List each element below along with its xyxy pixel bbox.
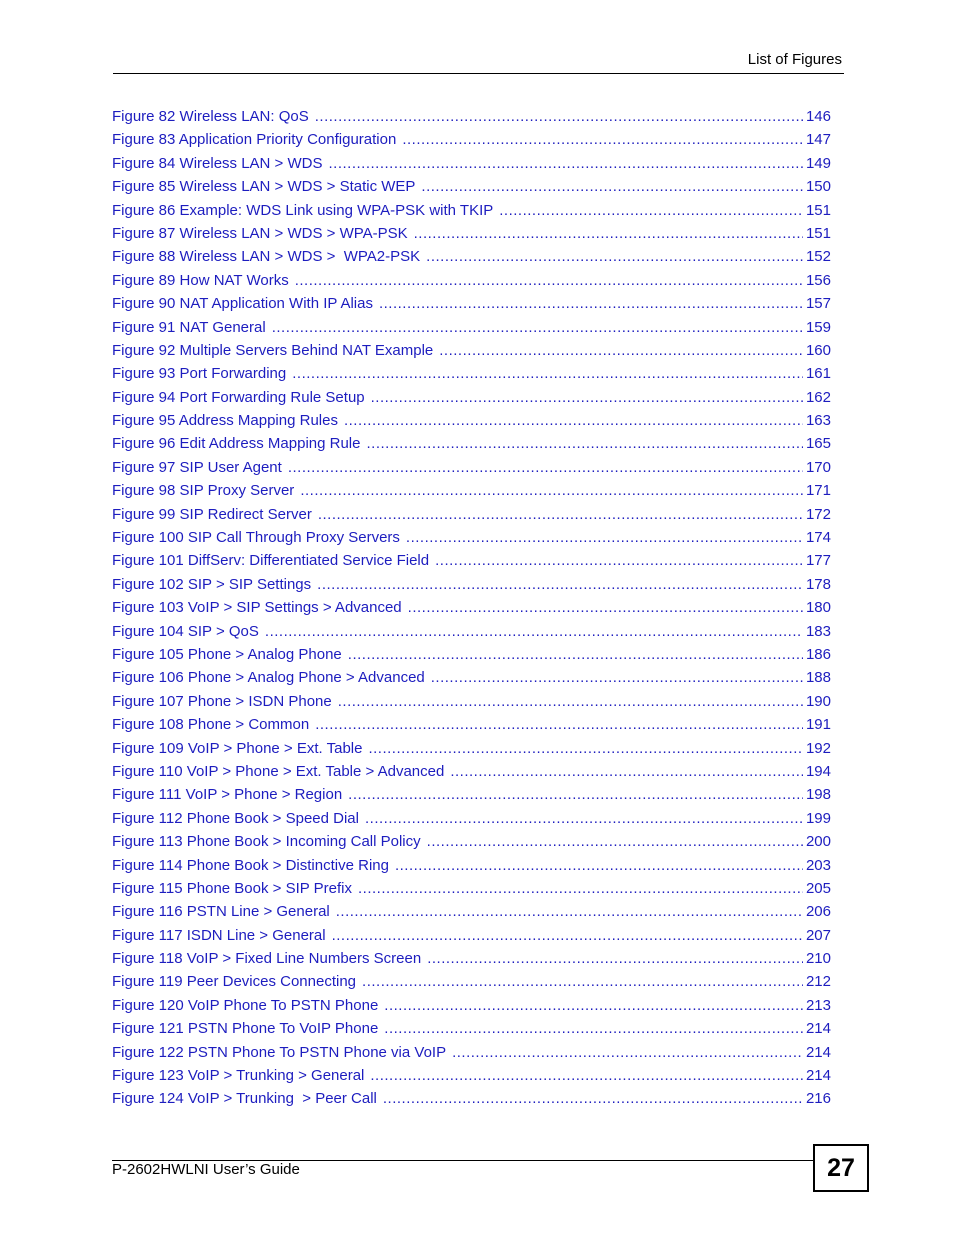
toc-entry-link[interactable] (112, 479, 831, 502)
toc-entry-title: Figure 112 Phone Book > Speed Dial (112, 809, 359, 827)
dot-leader (431, 666, 803, 689)
toc-entry-title: Figure 119 Peer Devices Connecting (112, 973, 357, 991)
toc-entry-page: 151 (805, 201, 831, 219)
dot-leader (408, 596, 803, 619)
toc-entry-title: Figure 98 SIP Proxy Server (112, 482, 295, 500)
toc-entry-page: 171 (805, 482, 831, 500)
toc-entry-title: Figure 115 Phone Book > SIP Prefix (112, 879, 353, 897)
toc-entry-page: 151 (805, 224, 831, 242)
toc-entry-link[interactable] (112, 222, 831, 245)
dot-leader (288, 456, 803, 479)
toc-entry-page: 183 (805, 622, 831, 640)
dot-leader (406, 526, 803, 549)
toc-entry-page: 216 (805, 1090, 831, 1108)
toc-entry-page: 203 (805, 856, 831, 874)
dot-leader (317, 573, 803, 596)
toc-entry-link[interactable] (112, 362, 831, 385)
header-divider (113, 73, 844, 74)
toc-entry-title: Figure 121 PSTN Phone To VoIP Phone (112, 1020, 379, 1038)
dot-leader (315, 713, 803, 736)
toc-entry-page: 180 (805, 599, 831, 617)
toc-entry-page: 213 (805, 996, 831, 1014)
dot-leader (358, 877, 803, 900)
toc-entry-page: 172 (805, 505, 831, 523)
toc-entry-link[interactable] (112, 175, 831, 198)
toc-entry-page: 162 (805, 388, 831, 406)
toc-entry-link[interactable] (112, 854, 831, 877)
toc-entry-link[interactable] (112, 1087, 831, 1110)
toc-entry-page: 146 (805, 108, 831, 125)
dot-leader (435, 549, 803, 572)
dot-leader (426, 245, 803, 268)
toc-entry-link[interactable] (112, 620, 831, 643)
toc-entry-title: Figure 114 Phone Book > Distinctive Ring (112, 856, 389, 874)
toc-entry-title: Figure 111 VoIP > Phone > Region (112, 786, 343, 804)
toc-entry-page: 152 (805, 248, 831, 266)
dot-leader (332, 924, 803, 947)
toc-entry-page: 212 (805, 973, 831, 991)
toc-entry-link[interactable] (112, 737, 831, 760)
dot-leader (395, 854, 803, 877)
toc-entry-link[interactable] (112, 760, 831, 783)
dot-leader (318, 503, 803, 526)
dot-leader (300, 479, 803, 502)
toc-entry-page: 190 (805, 692, 831, 710)
toc-entry-link[interactable] (112, 386, 831, 409)
toc-entry-title: Figure 102 SIP > SIP Settings (112, 575, 312, 593)
dot-leader (427, 947, 803, 970)
toc-entry-title: Figure 120 VoIP Phone To PSTN Phone (112, 996, 379, 1014)
toc-entry-page: 160 (805, 341, 831, 359)
toc-entry-link[interactable] (112, 947, 831, 970)
toc-entry-title: Figure 99 SIP Redirect Server (112, 505, 312, 523)
toc-entry-title: Figure 110 VoIP > Phone > Ext. Table > Advanced (112, 762, 445, 780)
dot-leader (348, 783, 803, 806)
dot-leader (499, 199, 803, 222)
dot-leader (368, 737, 803, 760)
toc-entry-link[interactable] (112, 339, 831, 362)
dot-leader (384, 994, 803, 1017)
dot-leader (344, 409, 803, 432)
toc-entry-link[interactable] (112, 503, 831, 526)
toc-entry-title: Figure 105 Phone > Analog Phone (112, 645, 342, 663)
toc-entry-title: Figure 108 Phone > Common (112, 716, 310, 734)
toc-entry-page: 210 (805, 950, 831, 968)
toc-entry-page: 199 (805, 809, 831, 827)
toc-entry-page: 205 (805, 879, 831, 897)
toc-entry-title: Figure 122 PSTN Phone To PSTN Phone via VoIP (112, 1043, 447, 1061)
toc-entry-link[interactable] (112, 1041, 831, 1064)
toc-entry-link[interactable] (112, 1064, 831, 1087)
toc-entry-link[interactable] (112, 596, 831, 619)
toc-entry-page: 214 (805, 1043, 831, 1061)
toc-entry-link[interactable] (112, 549, 831, 572)
toc-entry-link[interactable] (112, 830, 831, 853)
dot-leader (348, 643, 803, 666)
toc-entry-title: Figure 93 Port Forwarding (112, 365, 287, 383)
toc-entry-page: 163 (805, 412, 831, 430)
toc-entry-link[interactable] (112, 807, 831, 830)
toc-entry-page: 174 (805, 529, 831, 547)
dot-leader (452, 1041, 803, 1064)
dot-leader (384, 1017, 803, 1040)
toc-entry-link[interactable] (112, 573, 831, 596)
dot-leader (338, 690, 803, 713)
toc-entry-link[interactable] (112, 199, 831, 222)
toc-entry-link[interactable] (112, 666, 831, 689)
toc-entry-page: 159 (805, 318, 831, 336)
dot-leader (427, 830, 803, 853)
toc-entry-link[interactable] (112, 316, 831, 339)
toc-entry-title: Figure 89 How NAT Works (112, 271, 289, 289)
dot-leader (336, 900, 803, 923)
toc-entry-page: 192 (805, 739, 831, 757)
toc-entry-page: 206 (805, 903, 831, 921)
toc-entry-title: Figure 116 PSTN Line > General (112, 903, 330, 921)
toc-entry-page: 165 (805, 435, 831, 453)
toc-entry-link[interactable] (112, 877, 831, 900)
toc-entry-title: Figure 104 SIP > QoS (112, 622, 259, 640)
toc-entry-page: 161 (805, 365, 831, 383)
dot-leader (265, 620, 803, 643)
toc-entry-page: 156 (805, 271, 831, 289)
toc-entry-title: Figure 123 VoIP > Trunking > General (112, 1067, 365, 1085)
toc-entry-page: 177 (805, 552, 831, 570)
toc-entry-title: Figure 117 ISDN Line > General (112, 926, 326, 944)
toc-entry-title: Figure 87 Wireless LAN > WDS > WPA-PSK (112, 224, 408, 242)
toc-entry-title: Figure 85 Wireless LAN > WDS > Static WEP (112, 178, 416, 196)
toc-entry-link[interactable] (112, 432, 831, 455)
toc-entry-link[interactable] (112, 269, 831, 292)
toc-entry-title: Figure 94 Port Forwarding Rule Setup (112, 388, 365, 406)
toc-entry-title: Figure 100 SIP Call Through Proxy Servers (112, 529, 400, 547)
dot-leader (371, 386, 803, 409)
toc-entry-page: 200 (805, 833, 831, 851)
dot-leader (292, 362, 803, 385)
toc-entry-link[interactable] (112, 713, 831, 736)
toc-entry-page: 191 (805, 716, 831, 734)
toc-entry-page: 147 (805, 131, 831, 149)
toc-entry-page: 214 (805, 1020, 831, 1038)
dot-leader (328, 152, 802, 175)
footer-guide-title: P-2602HWLNI User’s Guide (112, 1161, 300, 1178)
dot-leader (450, 760, 803, 783)
toc-entry-title: Figure 107 Phone > ISDN Phone (112, 692, 332, 710)
toc-entry-page: 149 (805, 154, 831, 172)
toc-entry-page: 194 (805, 762, 831, 780)
toc-entry-link[interactable] (112, 456, 831, 479)
toc-entry-title: Figure 84 Wireless LAN > WDS (112, 154, 323, 172)
toc-entry-page: 150 (805, 178, 831, 196)
toc-entry-page: 214 (805, 1067, 831, 1085)
toc-entry-link[interactable] (112, 970, 831, 993)
dot-leader (362, 970, 803, 993)
toc-entry-page: 188 (805, 669, 831, 687)
toc-entry-page: 170 (805, 458, 831, 476)
toc-entry-link[interactable] (112, 245, 831, 268)
toc-entry-link[interactable] (112, 994, 831, 1017)
dot-leader (439, 339, 803, 362)
toc-entry-title: Figure 106 Phone > Analog Phone > Advanced (112, 669, 425, 687)
list-of-figures (112, 105, 831, 1111)
toc-entry-link[interactable] (112, 783, 831, 806)
toc-entry-link[interactable] (112, 105, 831, 128)
toc-entry-page: 178 (805, 575, 831, 593)
dot-leader (295, 269, 803, 292)
toc-entry-title: Figure 83 Application Priority Configuration (112, 131, 397, 149)
toc-entry-title: Figure 82 Wireless LAN: QoS (112, 108, 309, 125)
page-number: 27 (813, 1144, 869, 1192)
toc-entry-title: Figure 88 Wireless LAN > WDS > WPA2-PSK (112, 248, 421, 266)
toc-entry-page: 157 (805, 295, 831, 313)
toc-entry-link[interactable] (112, 643, 831, 666)
toc-entry-title: Figure 90 NAT Application With IP Alias (112, 295, 373, 313)
toc-entry-title: Figure 97 SIP User Agent (112, 458, 282, 476)
toc-entry-page: 198 (805, 786, 831, 804)
dot-leader (272, 316, 803, 339)
dot-leader (421, 175, 803, 198)
toc-entry-link[interactable] (112, 152, 831, 175)
dot-leader (383, 1087, 803, 1110)
toc-entry-link[interactable] (112, 128, 831, 151)
toc-entry-title: Figure 109 VoIP > Phone > Ext. Table (112, 739, 363, 757)
toc-entry-title: Figure 92 Multiple Servers Behind NAT Example (112, 341, 434, 359)
toc-entry-link[interactable] (112, 292, 831, 315)
toc-entry-link[interactable] (112, 924, 831, 947)
toc-entry-page: 186 (805, 645, 831, 663)
toc-entry-title: Figure 124 VoIP > Trunking > Peer Call (112, 1090, 377, 1108)
header-title: List of Figures (747, 51, 842, 68)
toc-entry-page: 207 (805, 926, 831, 944)
toc-entry-title: Figure 95 Address Mapping Rules (112, 412, 338, 430)
toc-entry-link[interactable] (112, 690, 831, 713)
toc-entry-title: Figure 91 NAT General (112, 318, 266, 336)
toc-entry-title: Figure 101 DiffServ: Differentiated Service Field (112, 552, 430, 570)
toc-entry-title: Figure 118 VoIP > Fixed Line Numbers Screen (112, 950, 422, 968)
toc-entry-link[interactable] (112, 409, 831, 432)
dot-leader (315, 105, 803, 128)
toc-entry-link[interactable] (112, 900, 831, 923)
toc-entry-link[interactable] (112, 1017, 831, 1040)
toc-entry-title: Figure 86 Example: WDS Link using WPA-PSK with TKIP (112, 201, 494, 219)
dot-leader (414, 222, 803, 245)
toc-entry-title: Figure 103 VoIP > SIP Settings > Advanced (112, 599, 402, 617)
dot-leader (379, 292, 803, 315)
dot-leader (366, 432, 802, 455)
dot-leader (365, 807, 803, 830)
dot-leader (402, 128, 803, 151)
toc-entry-link[interactable] (112, 526, 831, 549)
toc-entry-title: Figure 113 Phone Book > Incoming Call Policy (112, 833, 421, 851)
dot-leader (370, 1064, 803, 1087)
toc-entry-title: Figure 96 Edit Address Mapping Rule (112, 435, 361, 453)
